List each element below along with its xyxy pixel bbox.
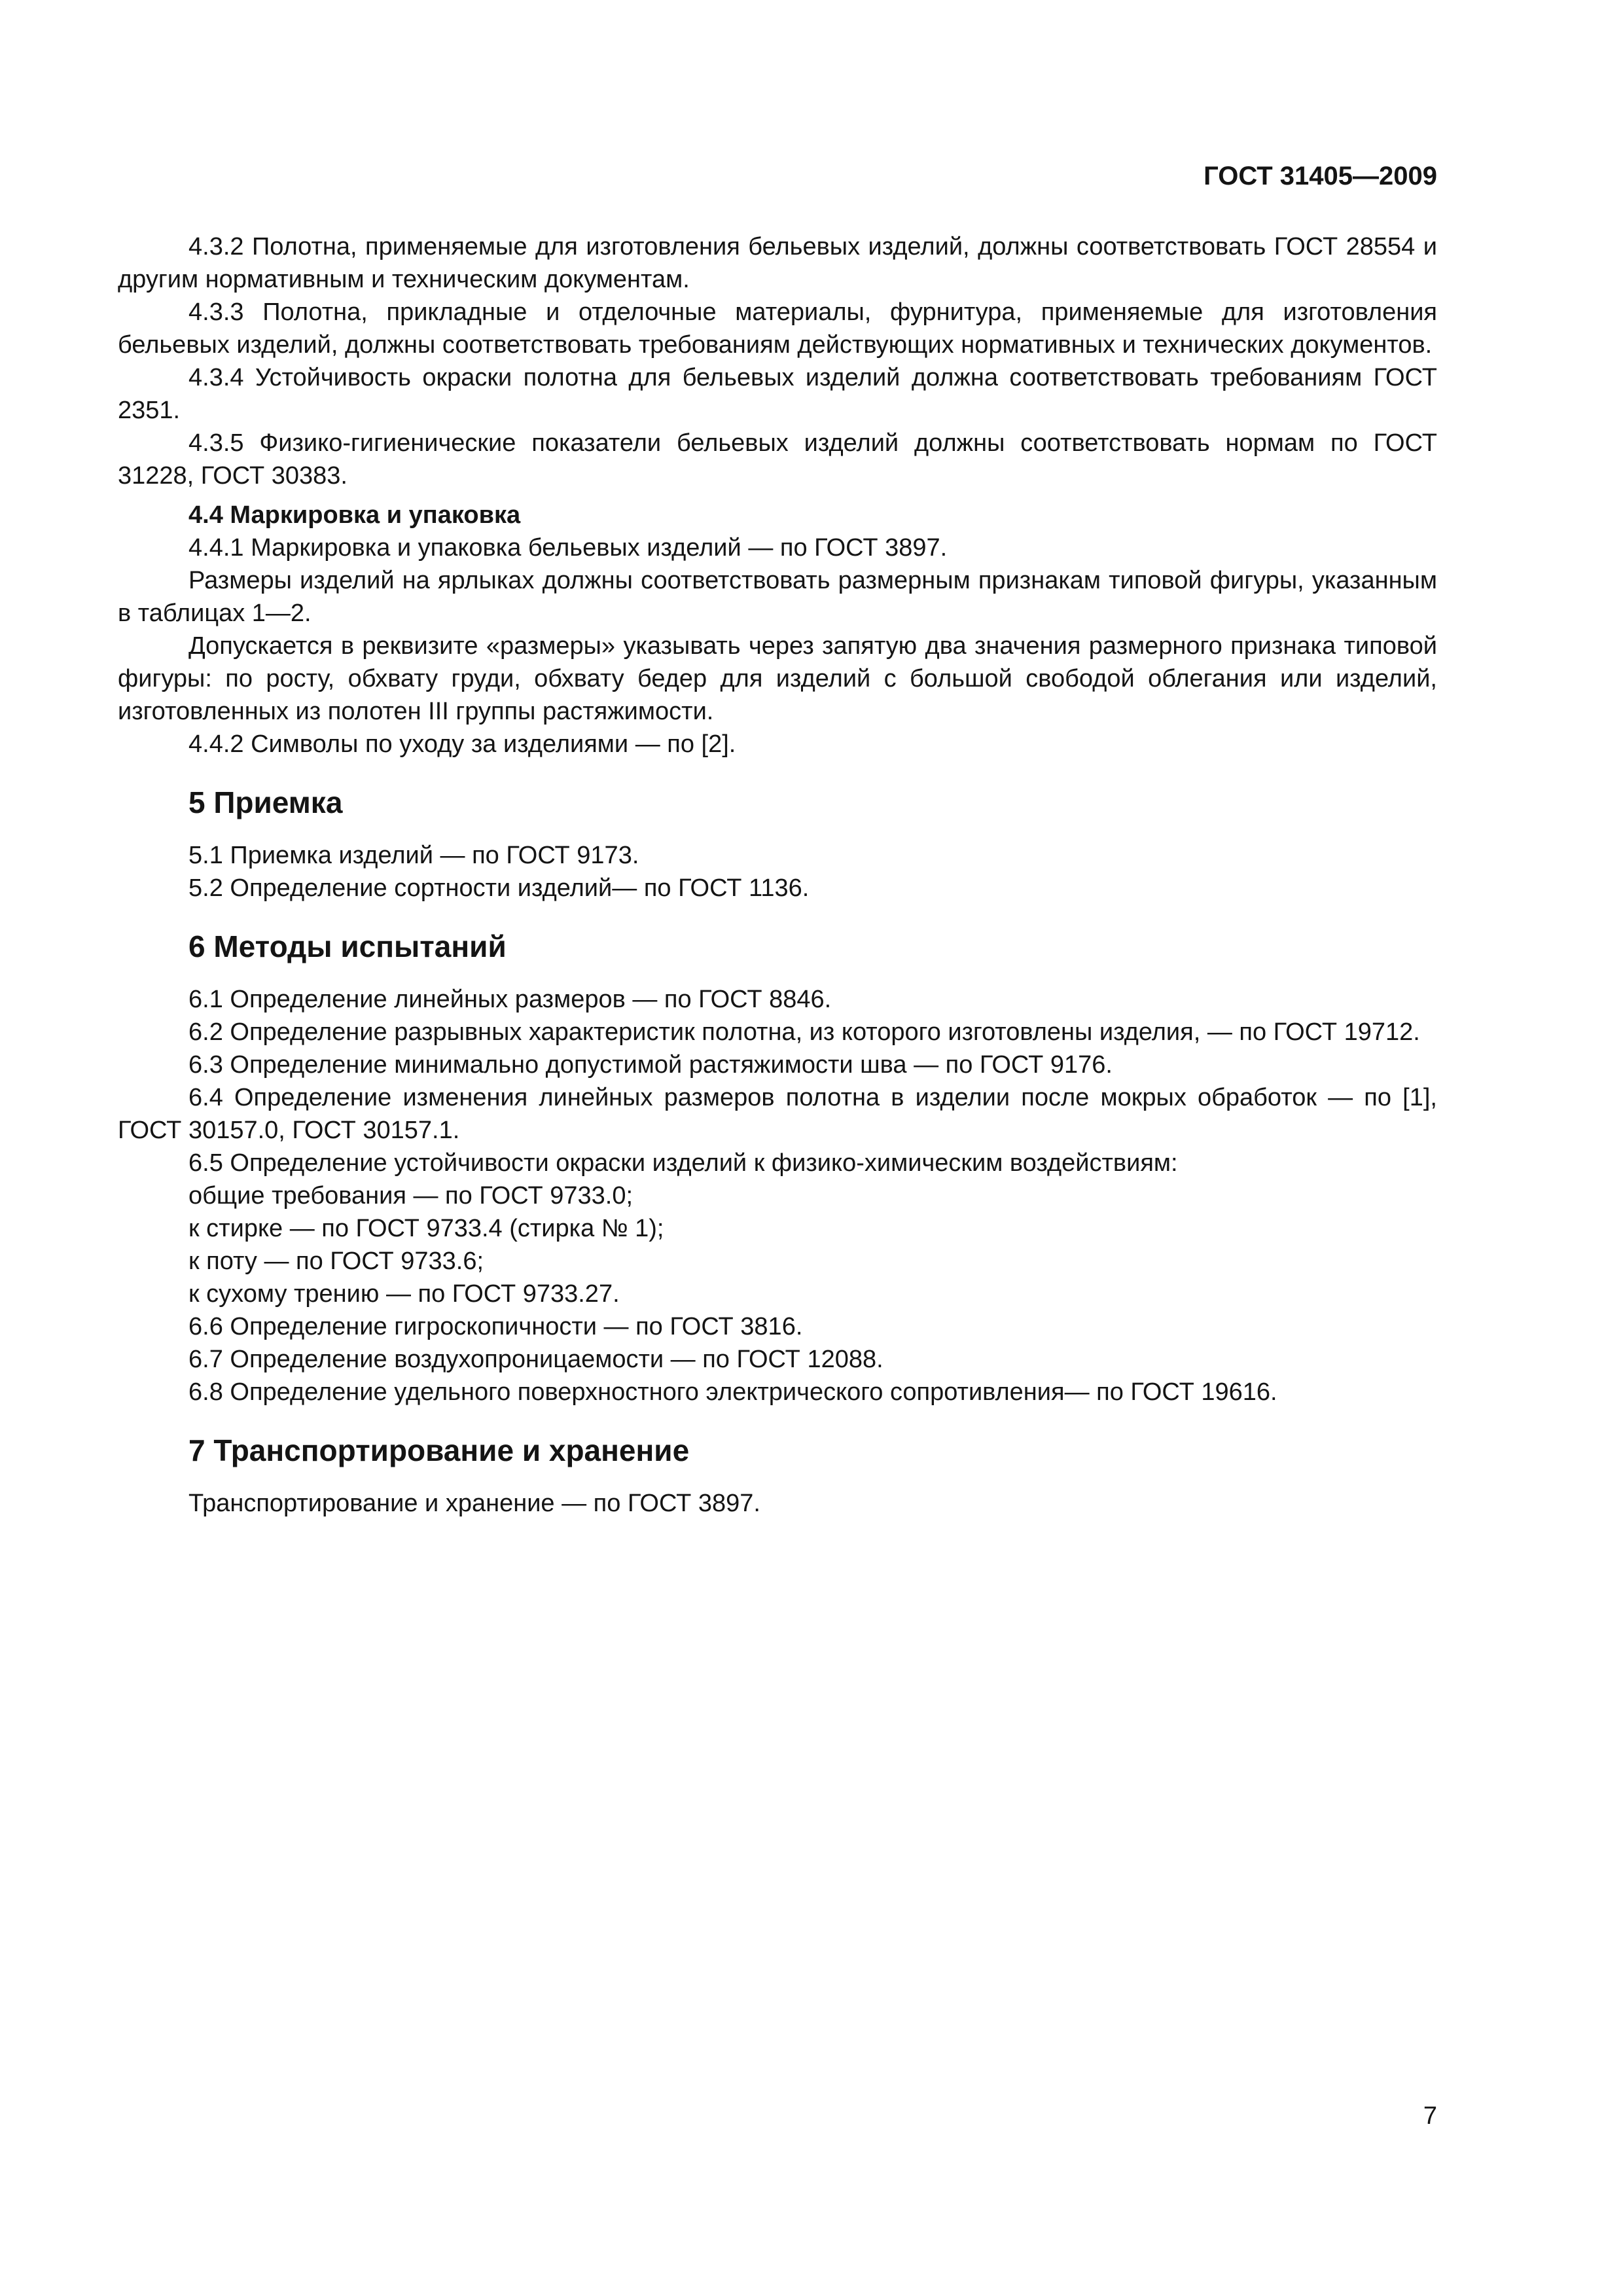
section-4-3-items xyxy=(118,230,1437,492)
clause-6-7: 6.7 Определение воздухопроницаемости — по ГОСТ 12088. xyxy=(188,1346,883,1373)
section-5 xyxy=(118,783,1437,905)
clause-6-5-general: общие требования — по ГОСТ 9733.0; xyxy=(188,1182,633,1210)
clause-6-5: 6.5 Определение устойчивости окраски изделий к физико-химическим воздействиям: xyxy=(188,1149,1178,1177)
clause-4-3-2: 4.3.2 Полотна, применяемые для изготовления бельевых изделий, должны соответствовать ГОСТ 28554 и другим нормативным и техническим документам. xyxy=(118,233,1437,293)
clause-6-2: 6.2 Определение разрывных характеристик полотна, из которого изготовлены изделия, — по ГОСТ 19712. xyxy=(188,1018,1420,1046)
section-title-6: 6 Методы испытаний xyxy=(188,929,507,963)
page-number: 7 xyxy=(1423,2102,1437,2130)
section-4-4 xyxy=(118,499,1437,761)
clause-4-4-1-sizes: Размеры изделий на ярлыках должны соответствовать размерным признакам типовой фигуры, указанным в таблицах 1—2. xyxy=(118,567,1437,627)
page-content xyxy=(118,230,1437,1520)
document-code-header: ГОСТ 31405—2009 xyxy=(1204,162,1437,190)
section-title-7: 7 Транспортирование и хранение xyxy=(188,1433,690,1467)
clause-4-4-1: 4.4.1 Маркировка и упаковка бельевых изделий — по ГОСТ 3897. xyxy=(188,534,948,562)
clause-4-3-5: 4.3.5 Физико-гигиенические показатели бельевых изделий должны соответствовать нормам по ГОСТ 31228, ГОСТ 30383. xyxy=(118,429,1437,490)
clause-4-3-4: 4.3.4 Устойчивость окраски полотна для бельевых изделий должна соответствовать требованиям ГОСТ 2351. xyxy=(118,364,1437,424)
clause-7: Транспортирование и хранение — по ГОСТ 3897. xyxy=(188,1490,760,1517)
section-title-5: 5 Приемка xyxy=(188,785,343,819)
clause-6-3: 6.3 Определение минимально допустимой растяжимости шва — по ГОСТ 9176. xyxy=(188,1051,1113,1079)
section-7 xyxy=(118,1431,1437,1520)
clause-6-5-washing: к стирке — по ГОСТ 9733.4 (стирка № 1); xyxy=(188,1215,664,1242)
clause-6-5-dry-rubbing: к сухому трению — по ГОСТ 9733.27. xyxy=(188,1280,620,1308)
clause-6-5-sweat: к поту — по ГОСТ 9733.6; xyxy=(188,1247,484,1275)
clause-6-1: 6.1 Определение линейных размеров — по ГОСТ 8846. xyxy=(188,986,832,1013)
clause-6-4: 6.4 Определение изменения линейных размеров полотна в изделии после мокрых обработок — по [1], ГОСТ 30157.0, ГОСТ 30157.1. xyxy=(118,1084,1437,1144)
clause-4-3-3: 4.3.3 Полотна, прикладные и отделочные материалы, фурнитура, применяемые для изготовления бельевых изделий, должны соответствовать требованиям действующих нормативных и технических документов. xyxy=(118,298,1437,359)
clause-4-4-1-allowed: Допускается в реквизите «размеры» указывать через запятую два значения размерного признака типовой фигуры: по росту, обхвату груди, обхвату бедер для изделий с большой свободой облегания или изделий, изготовленных из полотен III группы растяжимости. xyxy=(118,632,1437,725)
section-6 xyxy=(118,927,1437,1408)
clause-6-6: 6.6 Определение гигроскопичности — по ГОСТ 3816. xyxy=(188,1313,803,1340)
clause-5-2: 5.2 Определение сортности изделий— по ГОСТ 1136. xyxy=(188,874,810,902)
subsection-title-4-4: 4.4 Маркировка и упаковка xyxy=(188,501,521,529)
clause-6-8: 6.8 Определение удельного поверхностного электрического сопротивления— по ГОСТ 19616. xyxy=(188,1378,1277,1406)
clause-4-4-2: 4.4.2 Символы по уходу за изделиями — по [2]. xyxy=(188,730,736,758)
clause-5-1: 5.1 Приемка изделий — по ГОСТ 9173. xyxy=(188,842,639,869)
